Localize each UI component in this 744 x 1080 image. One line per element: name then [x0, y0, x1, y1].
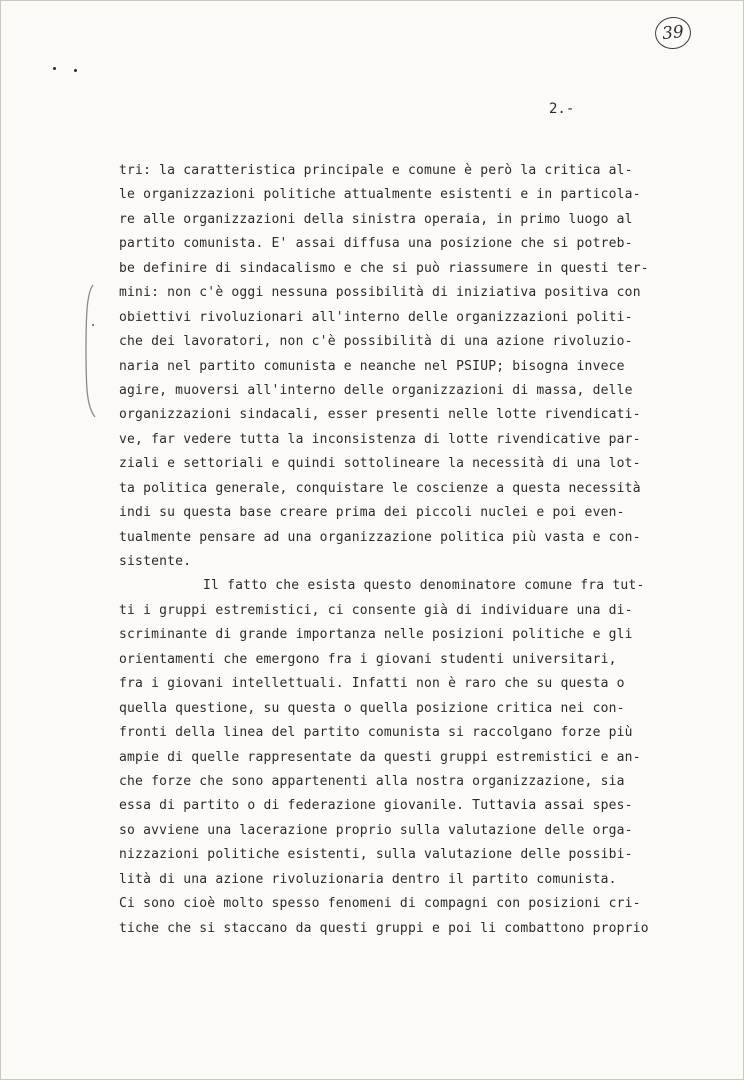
text-line: le organizzazioni politiche attualmente esistenti e in particola-: [119, 187, 641, 203]
text-line: orientamenti che emergono fra i giovani studenti universitari,: [119, 651, 617, 667]
text-line: tualmente pensare ad una organizzazione politica più vasta e con-: [119, 529, 641, 545]
text-line: agire, muoversi all'interno delle organizzazioni di massa, delle: [119, 382, 633, 398]
page-number: 2.-: [549, 101, 575, 117]
text-line: ampie di quelle rappresentate da questi gruppi estremistici e an-: [119, 749, 641, 765]
text-line: tiche che si staccano da questi gruppi e poi li combattono proprio: [119, 920, 649, 936]
margin-dot: [74, 69, 77, 72]
text-line: tri: la caratteristica principale e comune è però la critica al-: [119, 163, 633, 178]
text-line: quella questione, su questa o quella posizione critica nei con-: [119, 700, 625, 716]
margin-dot: [53, 67, 56, 70]
text-line: obiettivi rivoluzionari all'interno delle organizzazioni politi-: [119, 309, 633, 325]
body-text: [119, 159, 699, 941]
text-line: indi su questa base creare prima dei piccoli nuclei e poi even-: [119, 505, 625, 521]
text-line: che dei lavoratori, non c'è possibilità di una azione rivoluzio-: [119, 334, 633, 350]
text-line: ta politica generale, conquistare le coscienze a questa necessità: [119, 480, 641, 496]
text-line: mini: non c'è oggi nessuna possibilità di iniziativa positiva con: [119, 285, 641, 301]
text-line: che forze che sono appartenenti alla nostra organizzazione, sia: [119, 773, 625, 789]
text-line: scriminante di grande importanza nelle posizioni politiche e gli: [119, 627, 633, 643]
text-line: be definire di sindacalismo e che si può riassumere in questi ter-: [119, 260, 649, 276]
text-line: essa di partito o di federazione giovanile. Tuttavia assai spes-: [119, 798, 633, 814]
text-line: sistente.: [119, 554, 192, 569]
margin-bracket-annotation: [83, 283, 97, 419]
text-line: ve, far vedere tutta la inconsistenza di lotte rivendicative par-: [119, 431, 641, 447]
text-line: lità di una azione rivoluzionaria dentro il partito comunista.: [119, 871, 617, 887]
text-line: naria nel partito comunista e neanche nel PSIUP; bisogna invece: [119, 358, 625, 374]
archive-number-stamp: 39: [653, 15, 692, 51]
text-line: ziali e settoriali e quindi sottolineare la necessità di una lot-: [119, 456, 641, 472]
text-line: nizzazioni politiche esistenti, sulla valutazione delle possibi-: [119, 847, 633, 863]
text-line: fra i giovani intellettuali. Infatti non è raro che su questa o: [119, 676, 625, 692]
text-line: re alle organizzazioni della sinistra operaia, in primo luogo al: [119, 211, 633, 227]
text-line: partito comunista. E' assai diffusa una posizione che si potreb-: [119, 236, 633, 252]
text-line: organizzazioni sindacali, esser presenti nelle lotte rivendicati-: [119, 407, 641, 423]
text-line: so avviene una lacerazione proprio sulla valutazione delle orga-: [119, 822, 633, 838]
text-line: ti i gruppi estremistici, ci consente già di individuare una di-: [119, 602, 633, 618]
paragraph-first-line: Il fatto che esista questo denominatore comune fra tut-: [203, 578, 645, 594]
text-line: Ci sono cioè molto spesso fenomeni di compagni con posizioni cri-: [119, 896, 641, 912]
text-line: fronti della linea del partito comunista si raccolgano forze più: [119, 725, 633, 741]
